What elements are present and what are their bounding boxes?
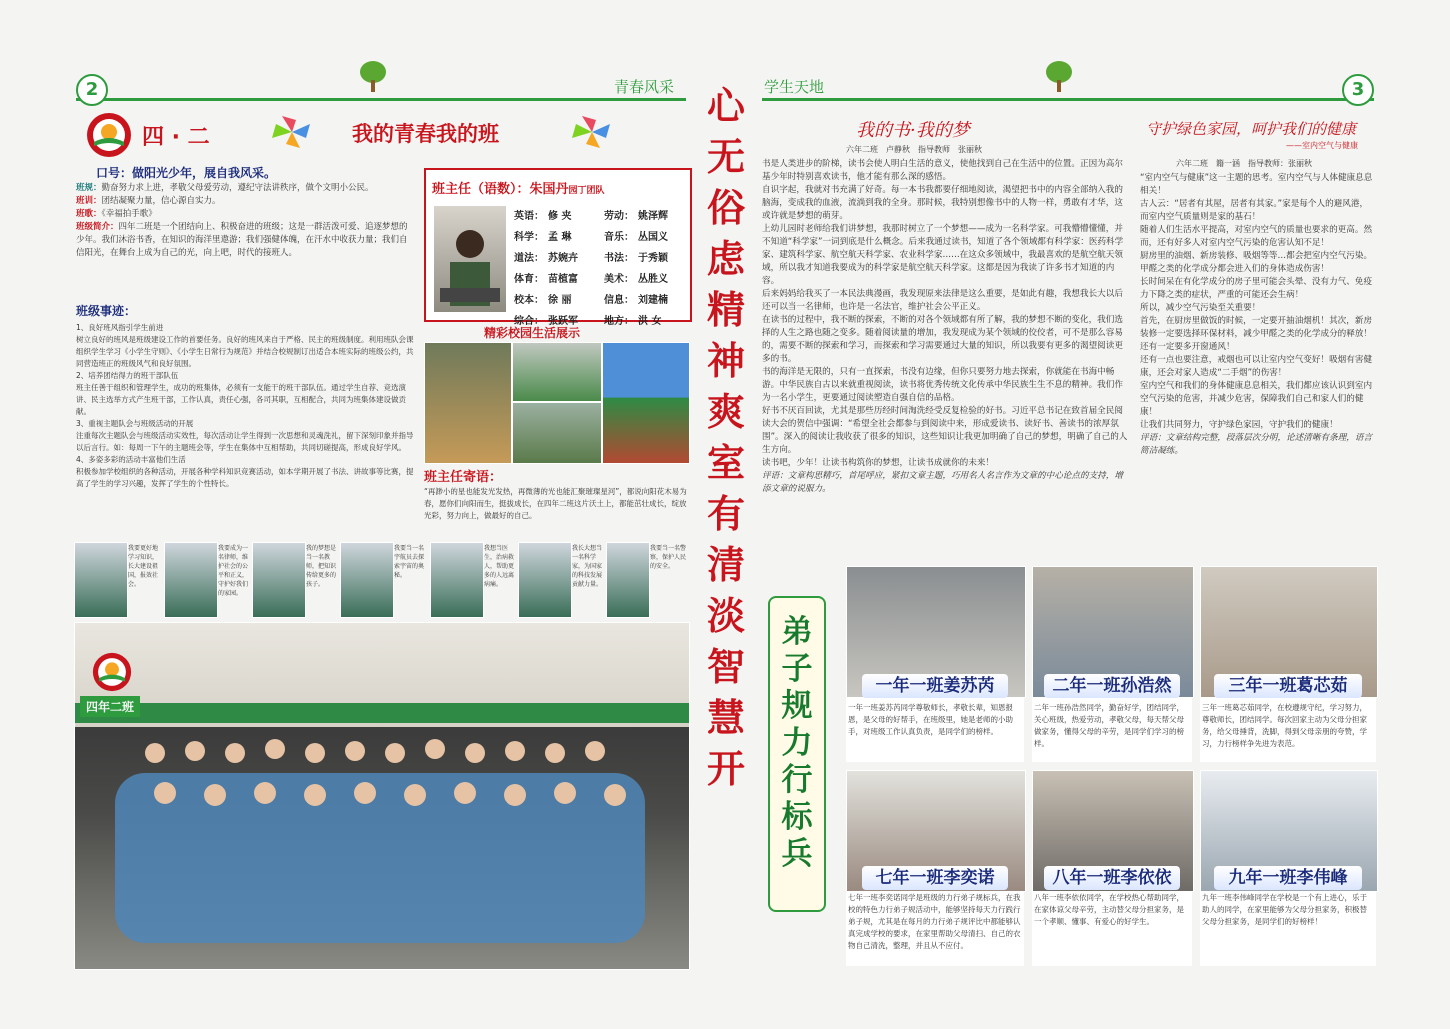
student-photo xyxy=(340,542,394,618)
role-model-name: 九年一班李伟峰 xyxy=(1214,866,1362,890)
tree-icon xyxy=(1044,60,1074,94)
motto-training: 班训：团结凝聚力量，信心源自实力。 xyxy=(76,196,221,206)
article1-title: 我的书·我的梦 xyxy=(856,120,970,141)
role-model-name: 八年一班李依依 xyxy=(1044,866,1180,890)
class-slogan: 口号：做阳光少年，展自我风采。 xyxy=(96,166,277,180)
right-section-title: 学生天地 xyxy=(764,78,825,96)
right-page-number: 3 xyxy=(1342,74,1374,106)
events-heading: 班级事迹： xyxy=(76,304,137,318)
role-model-card xyxy=(846,566,1024,762)
teacher-photo xyxy=(434,206,506,312)
head-teacher-title: 班主任（语数）：朱国丹园丁团队 xyxy=(432,182,605,197)
gallery-photo xyxy=(512,342,602,402)
student-dream-strip xyxy=(74,542,688,618)
pinwheel-icon xyxy=(562,112,622,152)
article2-title: 守护绿色家园，呵护我们的健康 xyxy=(1146,120,1357,138)
class-name: 四 · 二 xyxy=(142,125,210,150)
teacher-message-title: 班主任寄语： xyxy=(424,470,503,485)
role-model-text: 二年一班孙浩然同学，勤奋好学，团结同学，关心班级，热爱劳动，孝敬父母，每天帮父母做家务，懂得父母的辛劳，是同学们学习的榜样。 xyxy=(1034,703,1184,748)
gallery-photo xyxy=(602,342,690,464)
role-model-card xyxy=(846,770,1024,966)
events-text: 1、良好班风指引学生前进 树立良好的班风是班级建设工作的首要任务。良好的班风来自于严格、民主的班级制度。利用班队会课组织学生学习《小学生守则》、《小学生日常行为规范》并结合校规制订出适合本班实际的班级公约，共同营造班正的班级风气和良好氛围。 2、培养团结得力的班干部队伍 班主任善于组织和管理学生，成功的班集体，必须有一支能干的班干部队伍。通过学生自荐、竞选演讲、民主选举方式产生班干部，工作认真，责任心强，各司其职，互相配合，共同为班集体建设做贡献。 3、重视主题队会与班级活动的开展 注重每次主题队会与班级活动实效性，每次活动让学生得到一次思想和灵魂洗礼，留下深刻印象并指导以后言行。如：每周一下午的主题班会等，学生在集体中互相帮助，共同切磋提高，形成良好学风。 4、多姿多彩的活动丰富他们生活 积极参加学校组织的各种活动，开展各种学科知识竞赛活动，如本学期开展了书法、讲故事等比赛，提高了学生的学习兴趣，发挥了学生的个性特长。 xyxy=(76,323,414,488)
center-vertical-banner: 心 无 俗 虑 精 神 爽 室 有 清 淡 智 慧 开 xyxy=(706,83,745,791)
role-model-card xyxy=(1200,566,1376,762)
role-model-card xyxy=(1200,770,1376,966)
motto-intro: 班级简介：四年二班是一个团结向上、积极奋进的班级；这是一群活泼可爱、追逐梦想的少年。我们沐浴书香，在知识的海洋里遨游；我们强健体魄，在汗水中收获力量；我们自信阳光，在舞台上成为自己的光，向上吧，时代的接班人。 xyxy=(76,222,408,258)
role-model-name: 二年一班孙浩然 xyxy=(1044,674,1180,698)
article1-body: 书是人类进步的阶梯，读书会使人明白生活的意义，使他找到自己在生活中的位置。正因为高尔基少年时特别喜欢读书，他才能有那么深的感悟。 自识字起，我就对书充满了好奇。每一本书我都要仔细地阅读，渴望把书中的内容全部纳入我的脑海，变成我的血液，流淌到我的全身。那时候，我特别想像书中的人物一样，勇敢有才华，这或许就是梦想的萌芽。 上幼儿园时老师给我们讲梦想，我那时树立了一个梦想——成为一名科学家。可我懵懵懂懂，并不知道“科学家”一词到底是什么概念。后来我通过读书，知道了各个领域都有科学家：医药科学家、建筑科学家、航空航天科学家、农业科学家……在这众多领域中，我最喜欢的是航空航天领域，所以我才知道我要成为的科学家是航空航天科学家。这都是因为我读了许多书才知道的内容。 后来妈妈给我买了一本民法典漫画，我发现原来法律是这么重要，是如此有趣，我想我长大以后还可以当一名律师，也许是一名法官，维护社会公平正义。 在读书的过程中，我不断的探索，不断的对各个领域都有所了解，我的梦想不断的变化，我们选择的人生之路也随之变多。随着阅读量的增加，我发现成为某个领域的佼佼者，可不是那么容易的，需要不断的探索和学习，而探索和学习需要通过大量的知识，所以我要有更多的渴望阅读更多的书。 书的海洋是无限的，只有一直探索，书没有边缘，但你只要努力地去探索，你就能在书海中畅游。中华民族自古以来就重视阅读，读书将优秀传统文化传承中华民族生生不息的精神。我们作为一名小学生，更要通过阅读塑造自强自信的品格。 好书不厌百回读，尤其是那些历经时间淘洗经受反复检验的好书。习近平总书记在致首届全民阅读大会的贺信中强调：“希望全社会都参与到阅读中来，形成爱读书、读好书、善读书的浓厚氛围”。深入的阅读让我收获了很多的知识，这些知识让我更加明确了自己的梦想，明确了自己的人生方向。 读书吧，少年！让读书构筑你的梦想，让读书成就你的未来！ 评语：文章构思精巧，首尾呼应，紧扣文章主题，巧用名人名言作为文章的中心论点的支持，增添文章的说服力。 xyxy=(762,159,1128,494)
student-quote: 我想当医生，治病救人，帮助更多的人远离病痛。 xyxy=(484,545,515,588)
article2-subtitle: ——室内空气与健康 xyxy=(1286,141,1358,150)
left-header-line xyxy=(76,98,686,101)
article2-byline: 六年二班 籍一涵 指导教师：张丽秋 xyxy=(1176,159,1312,168)
class-emblem-icon xyxy=(86,112,132,158)
tree-icon xyxy=(358,60,388,94)
left-page-number: 2 xyxy=(76,74,108,106)
role-model-vertical-title: 弟 子 规 力 行 标 兵 xyxy=(768,596,826,912)
motto-rule: 班规：勤奋努力求上进，孝敬父母爱劳动，遵纪守法讲秩序，做个文明小公民。 xyxy=(76,183,374,193)
role-model-text: 一年一班姜苏芮同学尊敬师长，孝敬长辈，知恩报恩，是父母的好帮手，在班级里，她是老师的小助手，对班级工作认真负责，是同学们的榜样。 xyxy=(848,703,1013,736)
gallery-photo xyxy=(512,402,602,464)
gallery-photo xyxy=(424,342,512,464)
student-photo xyxy=(518,542,572,618)
role-model-text: 九年一班李伟峰同学在学校是一个有上进心，乐于助人的同学，在家里能够为父母分担家务，积极替父母分担家务，是同学们的好榜样！ xyxy=(1202,893,1367,926)
student-photo xyxy=(74,542,128,618)
student-photo xyxy=(606,542,650,618)
student-quote: 我长大想当一名科学家，为国家的科技发展贡献力量。 xyxy=(572,545,603,588)
right-header-line xyxy=(762,98,1374,101)
student-photo xyxy=(252,542,306,618)
teacher-message: “再渺小的星也能发光发热，再微薄的光也能汇聚璀璨星河”，都说向阳花木易为春，愿你们向阳而生，挺拔成长，在四年二班这片沃土上，都能茁壮成长，绽放光彩，努力向上，做最好的自己。 xyxy=(424,487,687,520)
theme-title: 我的青春我的班 xyxy=(352,122,499,146)
role-model-text: 七年一班李奕诺同学是班级的力行弟子规标兵，在我校的特色力行弟子规活动中，能够坚持每天力行践行弟子规，尤其是在每月的力行弟子规评比中都能够认真完成学校的要求，在家里帮助父母清扫、自己的衣物自己清洗，整理，并且从不应付。 xyxy=(848,893,1021,950)
student-quote: 我要当一名警察，保护人民的安全。 xyxy=(650,545,687,570)
group-photo-label: 四年二班 xyxy=(80,696,140,717)
role-model-name: 七年一班李奕诺 xyxy=(862,866,1008,890)
class-emblem-icon xyxy=(92,652,132,692)
student-quote: 我要当一名宇航员去探索宇宙的奥秘。 xyxy=(394,545,425,579)
gallery-title: 精彩校园生活展示 xyxy=(484,326,581,340)
motto-song: 班歌：《幸福拍手歌》 xyxy=(76,209,157,219)
pinwheel-icon xyxy=(262,112,322,152)
teacher-roles: 英语： 修 夹 劳动： 姚泽辉 科学： 孟 琳 音乐： 丛国义 道法： 苏婉卉 书法： 于秀颖 体育： 苗植富 美术： 丛胜义 校本： 徐 丽 信息： 刘建楠 综合： 张跃军 地方： 洪 女 xyxy=(514,211,668,327)
teacher-box xyxy=(424,168,692,327)
role-model-card xyxy=(1032,566,1192,762)
role-model-text: 八年一班李依依同学，在学校热心帮助同学，在家体谅父母辛劳，主动替父母分担家务，是一个孝顺、懂事、有爱心的好学生。 xyxy=(1034,893,1184,926)
student-quote: 我要更好地学习知识，长大建设祖国，报效社会。 xyxy=(128,545,159,588)
student-quote: 我要成为一名律师，维护社会的公平和正义，守护好我们的家园。 xyxy=(218,545,249,597)
article2-body: “室内空气与健康”这一主题的思考。室内空气与人体健康息息相关！ 古人云：“居者有其屋，居者有其家。”家是每个人的避风港，而室内空气质量则是家的基石！ 随着人们生活水平提高，对室内空气的质量也要求的更高。然而，还有好多人对室内空气污染的危害认知不足！ 厨房里的油烟、新房装修、吸烟等等…都会把室内空气污染。甲醛之类的化学成分都会进入们的身体造成伤害！ 长时间呆在有化学成分的房子里可能会头晕、没有力气、免疫力下降之类的症状，严重的可能还会生病！ 所以，减少空气污染至关重要！ 首先，在厨房里做饭的时候，一定要开抽油烟机！其次，新房装修一定要选择环保材料，减少甲醛之类的化学成分的释放！还有一定要多开窗通风！ 还有一点也要注意，戒烟也可以让室内空气变好！吸烟有害健康，还会对家人造成“二手烟”的伤害！ 室内空气和我们的身体健康息息相关，我们都应该认识到室内空气污染的危害，并减少危害，保障我们自己和家人们的健康！ 让我们共同努力，守护绿色家园，守护我们的健康！ 评语：文章结构完整，段落层次分明，论述清晰有条理，语言简洁凝练。 xyxy=(1140,173,1373,456)
student-photo xyxy=(164,542,218,618)
role-model-text: 三年一班葛芯茹同学，在校遵规守纪，学习努力，尊敬师长，团结同学。每次回家主动为父母分担家务，给父母捶背，洗脚，得到父母亲朋的夸赞，学习，力行榜样争先进为表范。 xyxy=(1202,703,1367,748)
role-model-card xyxy=(1032,770,1192,966)
role-model-name: 一年一班姜苏芮 xyxy=(862,674,1008,698)
student-photo xyxy=(430,542,484,618)
class-group-photo xyxy=(74,622,690,970)
article1-byline: 六年二班 卢静秋 指导教师 张丽秋 xyxy=(846,145,982,154)
student-quote: 我的梦想是当一名教师，把知识传给更多的孩子。 xyxy=(306,545,337,588)
class-mottos xyxy=(76,182,414,260)
left-section-title: 青春风采 xyxy=(614,78,675,96)
role-model-name: 三年一班葛芯茹 xyxy=(1214,674,1362,698)
